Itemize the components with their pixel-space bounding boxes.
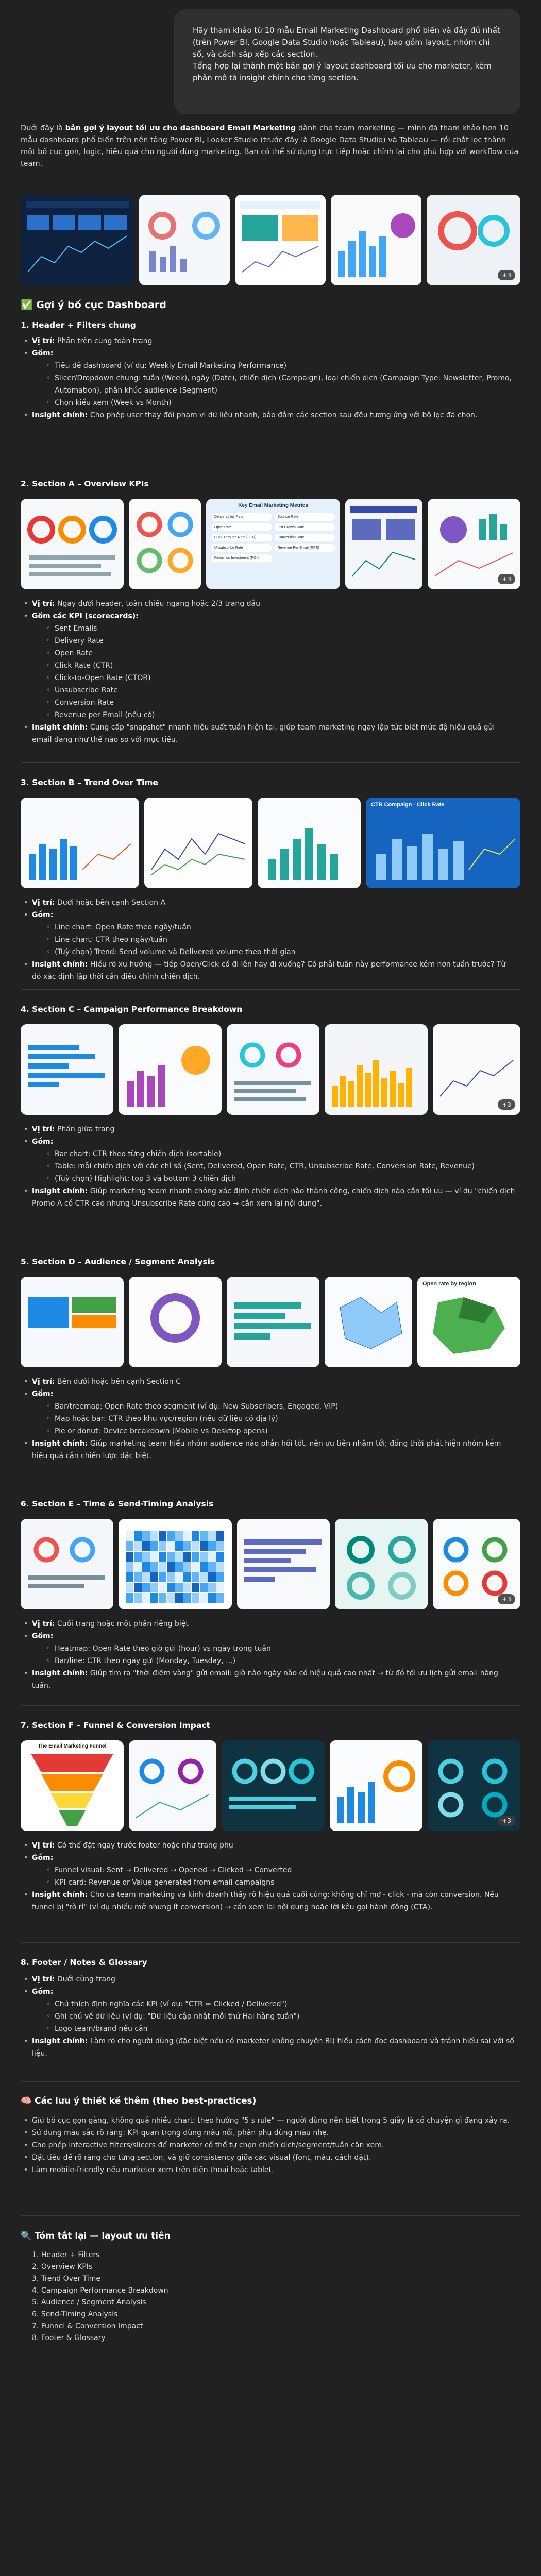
dashboard-thumb[interactable] — [237, 1519, 330, 1609]
heatmap-cell — [167, 1541, 175, 1551]
dashboard-thumb[interactable] — [129, 1277, 222, 1367]
heatmap-cell — [216, 1572, 224, 1582]
thumb-title: Open rate by region — [422, 1281, 476, 1287]
image-gallery-3[interactable] — [21, 798, 520, 888]
heatmap-cell — [167, 1572, 175, 1582]
list-item: 2. Overview KPIs — [32, 2263, 93, 2271]
list-item: ◦ Click Rate (CTR) — [43, 659, 515, 672]
list-item: • Vị trí: Dưới cùng trang — [21, 1973, 515, 1986]
heatmap-cell — [192, 1593, 199, 1603]
user-message-bubble: Hãy tham khảo từ 10 mẫu Email Marketing Dashboard phổ biến và đầy đủ nhất (trên Power BI, Google Data Studio hoặc Tableau), bao gồm layout, nhóm chỉ số, và cách sắp xếp các section. Tổng hợp lại thành một bản gợi ý layout dashboard tối ưu cho marketer, kèm phân mô tả insight chính cho từng section. — [174, 9, 520, 114]
heatmap-cell — [159, 1531, 166, 1541]
dashboard-thumb[interactable] — [335, 1519, 428, 1609]
list-item: 4. Campaign Performance Breakdown — [32, 2286, 168, 2295]
heatmap-cell — [159, 1562, 166, 1572]
list-item: 8. Footer & Glossary — [32, 2334, 106, 2342]
image-gallery-6[interactable] — [21, 1519, 520, 1609]
list-item: ◦ Table: mỗi chiến dịch với các chỉ số (Sent, Delivered, Open Rate, CTR, Unsubscribe Rate, Conversion Rate, Revenue) — [43, 1160, 515, 1173]
heatmap-cell — [126, 1541, 133, 1551]
heatmap-cell — [192, 1572, 199, 1582]
list-item: 7. Funnel & Conversion Impact — [32, 2322, 143, 2330]
list-item: • Gồm: ◦ Line chart: Open Rate theo ngày/tuần ◦ Line chart: CTR theo ngày/tuần ◦ (Tuỳ chọn) Trend: Send volume và Delivered volume theo thời gian — [21, 909, 515, 958]
list-item: • Gồm các KPI (scorecards): ◦ Sent Emails ◦ Delivery Rate ◦ Open Rate ◦ Click Rate (CTR) ◦ Click-to-Open Rate (CTOR) ◦ Unsubscribe Rate ◦ Conversion Rate ◦ Revenue per Email (nếu có) — [21, 610, 515, 721]
thumb-kpi-chip: Deliverability Rate — [211, 513, 272, 521]
ctr-chart-thumb[interactable] — [366, 798, 520, 888]
more-images-badge[interactable]: +3 — [498, 1099, 515, 1110]
heatmap-cell — [175, 1593, 183, 1603]
list-item: ◦ Conversion Rate — [43, 697, 515, 709]
heatmap-cell — [167, 1552, 175, 1562]
heatmap-cell — [150, 1541, 158, 1551]
list-item: ◦ Heatmap: Open Rate theo giờ gửi (hour) vs ngày trong tuần — [43, 1642, 515, 1655]
heatmap-cell — [208, 1593, 216, 1603]
list-item: ◦ Line chart: CTR theo ngày/tuần — [43, 934, 515, 946]
heatmap-cell — [175, 1562, 183, 1572]
list-item: • Vị trí: Bên dưới hoặc bên cạnh Section C — [21, 1376, 515, 1388]
heatmap-cell — [142, 1572, 150, 1582]
dashboard-thumb[interactable] — [222, 1740, 325, 1831]
dashboard-thumb[interactable] — [21, 1024, 113, 1115]
tips-list — [21, 2114, 515, 2176]
heatmap-cell — [126, 1583, 133, 1592]
heatmap-cell — [208, 1541, 216, 1551]
heatmap-cell — [159, 1541, 166, 1551]
list-item: • Insight chính: Giúp marketing team nhanh chóng xác định chiến dịch nào thành công, chiến dịch nào cần tối ưu — ví dụ "chiến dịch Promo A có CTR cao nhưng Unsubscribe Rate cũng cao → cần xem lại nội dung". — [21, 1185, 515, 1210]
list-item: ◦ Pie or donut: Device breakdown (Mobile vs Desktop opens) — [43, 1425, 515, 1437]
heatmap-cell — [142, 1531, 150, 1541]
list-item: • Insight chính: Cho cả team marketing và kinh doanh thấy rõ hiệu quả cuối cùng: không chỉ mở - click - mà còn conversion. Nếu funnel bị "rò rỉ" (ví dụ nhiều mở nhưng ít conversion) → cần xem lại nội dung hoặc lời kêu gọi hành động (CTA). — [21, 1889, 515, 1913]
list-item: ◦ Chọn kiểu xem (Week vs Month) — [43, 397, 515, 409]
dashboard-thumb[interactable] — [21, 798, 139, 888]
heatmap-cell — [167, 1562, 175, 1572]
heatmap-cell — [183, 1541, 191, 1551]
heatmap-cell — [192, 1531, 199, 1541]
heatmap-cell — [150, 1531, 158, 1541]
dashboard-thumb[interactable] — [21, 499, 124, 589]
heatmap-cell — [134, 1541, 142, 1551]
dashboard-thumb[interactable] — [235, 195, 326, 285]
list-item: 6. Send-Timing Analysis — [32, 2310, 118, 2318]
image-gallery-1[interactable] — [21, 195, 520, 285]
heatmap-cell — [192, 1552, 199, 1562]
section-7-list — [21, 1839, 515, 1913]
heatmap-cell — [167, 1583, 175, 1592]
image-gallery-5[interactable] — [21, 1277, 520, 1367]
section-4-list — [21, 1123, 515, 1210]
list-item: • Insight chính: Làm rõ cho người dùng (đặc biệt nếu có marketer không chuyên BI) hiểu cách đọc dashboard và tránh hiểu sai với số liệu. — [21, 2035, 515, 2060]
list-item: ◦ (Tuỳ chọn) Highlight: top 3 và bottom 3 chiến dịch — [43, 1173, 515, 1185]
heatmap-cell — [175, 1572, 183, 1582]
more-images-badge[interactable]: +3 — [498, 1816, 515, 1826]
thumb-kpi-chip: Conversion Rate — [275, 534, 335, 541]
section-3-list — [21, 896, 515, 983]
heatmap-cell — [192, 1541, 199, 1551]
list-item: ◦ Delivery Rate — [43, 635, 515, 647]
list-item: ◦ Slicer/Dropdown chung: tuần (Week), ngày (Date), chiến dịch (Campaign), loại chiến dịch (Campaign Type: Newsletter, Promo, Automation), phân khúc audience (Segment) — [43, 372, 515, 397]
heatmap-cell — [216, 1583, 224, 1592]
heatmap-cell — [134, 1572, 142, 1582]
heatmap-cell — [208, 1572, 216, 1582]
dashboard-thumb[interactable] — [129, 1740, 216, 1831]
heatmap-cell — [126, 1531, 133, 1541]
list-item: ◦ Funnel visual: Sent → Delivered → Opened → Clicked → Converted — [43, 1864, 515, 1876]
heatmap-cell — [175, 1531, 183, 1541]
dashboard-thumb[interactable] — [325, 1024, 428, 1115]
section-heading-5: 5. Section D – Audience / Segment Analysis — [21, 1257, 215, 1266]
dashboard-thumb[interactable] — [227, 1277, 319, 1367]
heatmap-cell — [192, 1583, 199, 1592]
heatmap-cell — [200, 1562, 208, 1572]
dashboard-thumb[interactable] — [119, 1024, 222, 1115]
heatmap-cell — [159, 1583, 166, 1592]
more-images-badge[interactable]: +3 — [498, 1594, 515, 1604]
divider — [21, 989, 520, 990]
section-heading-2: 2. Section A – Overview KPIs — [21, 479, 149, 488]
heatmap-cell — [126, 1572, 133, 1582]
dashboard-thumb[interactable] — [139, 195, 230, 285]
heatmap-cell — [216, 1541, 224, 1551]
dashboard-thumb[interactable] — [21, 1519, 113, 1609]
heatmap-cell — [183, 1583, 191, 1592]
thumb-kpi-chip: Revenue Per Email (RPE) — [275, 544, 335, 552]
heatmap-cell — [150, 1562, 158, 1572]
list-item: • Giữ bố cục gọn gàng, không quá nhiều chart: theo hướng "5 s rule" — người dùng nên biết trong 5 giây là có chuyện gì đang xảy ra. — [21, 2114, 515, 2127]
thumb-kpi-chip: List Growth Rate — [275, 523, 335, 531]
image-gallery-2[interactable] — [21, 499, 520, 589]
heatmap-cell — [134, 1562, 142, 1572]
divider — [21, 2081, 520, 2082]
heatmap-cell — [208, 1562, 216, 1572]
dashboard-thumb[interactable] — [258, 798, 361, 888]
list-item: • Làm mobile-friendly nếu marketer xem trên điện thoại hoặc tablet. — [21, 2164, 515, 2176]
section-heading-8: 8. Footer / Notes & Glossary — [21, 1958, 147, 1967]
heatmap-cell — [159, 1593, 166, 1603]
open-rate-region-thumb[interactable] — [417, 1277, 520, 1367]
kpi-metrics-thumb[interactable] — [206, 499, 340, 589]
heatmap-cell — [134, 1593, 142, 1603]
assistant-intro: Dưới đây là bản gợi ý layout tối ưu cho dashboard Email Marketing dành cho team marketing — mình đã tham khảo hơn 10 mẫu dashboard phổ biến trên nền tảng Power BI, Looker Studio (trước đây là Google Data Studio) và Tableau — rồi chắt lọc thành một bố cục gọn, logic, hiệu quả cho người dùng marketing. Bạn có thể sử dụng trực tiếp hoặc chỉnh lại cho phù hợp với workflow của team. — [21, 124, 519, 168]
heatmap-cell — [216, 1562, 224, 1572]
section-heading-4: 4. Section C – Campaign Performance Breakdown — [21, 1005, 243, 1014]
list-item: 5. Audience / Segment Analysis — [32, 2298, 146, 2307]
heatmap-cell — [142, 1541, 150, 1551]
heatmap-cell — [200, 1552, 208, 1562]
heatmap-cell — [126, 1593, 133, 1603]
thumb-kpi-chip: Return on Investment (ROI) — [211, 554, 272, 562]
heatmap-cell — [142, 1593, 150, 1603]
dashboard-thumb[interactable] — [21, 1277, 124, 1367]
list-item: • Vị trí: Cuối trang hoặc một phần riêng biệt — [21, 1618, 515, 1630]
section-heading-3: 3. Section B – Trend Over Time — [21, 778, 159, 787]
heatmap-cell — [159, 1572, 166, 1582]
list-item: ◦ Chú thích định nghĩa các KPI (ví dụ: "CTR = Clicked / Delivered") — [43, 1998, 515, 2010]
list-item: • Gồm: ◦ Chú thích định nghĩa các KPI (ví dụ: "CTR = Clicked / Delivered") ◦ Ghi chú về dữ liệu (ví dụ: "Dữ liệu cập nhật mỗi thứ Hai hàng tuần") ◦ Logo team/brand nếu cần — [21, 1986, 515, 2035]
list-item: • Gồm: ◦ Bar/treemap: Open Rate theo segment (ví dụ: New Subscribers, Engaged, VIP) ◦ Map hoặc bar: CTR theo khu vực/region (nếu dữ liệu có địa lý) ◦ Pie or donut: Device breakdown (Mobile vs Desktop opens) — [21, 1388, 515, 1437]
heatmap-cell — [216, 1531, 224, 1541]
thumb-kpi-chip: Open Rate — [211, 523, 272, 531]
list-item: • Insight chính: Giúp tìm ra "thời điểm vàng" gửi email: giờ nào ngày nào có hiệu quả cao nhất → từ đó tối ưu lịch gửi email hàng tuần. — [21, 1667, 515, 1692]
list-item: ◦ Line chart: Open Rate theo ngày/tuần — [43, 921, 515, 934]
heatmap-cell — [142, 1583, 150, 1592]
heatmap-cell — [167, 1593, 175, 1603]
dashboard-thumb[interactable] — [428, 1740, 520, 1831]
more-images-badge[interactable]: +3 — [498, 270, 515, 280]
section-1-list — [21, 335, 515, 421]
list-item: ◦ (Tuỳ chọn) Trend: Send volume và Delivered volume theo thời gian — [43, 946, 515, 958]
heatmap-cell — [200, 1531, 208, 1541]
list-item: • Cho phép interactive filters/slicers để marketer có thể tự chọn chiến dịch/segment/tuần cần xem. — [21, 2139, 515, 2151]
list-item: • Gồm: ◦ Funnel visual: Sent → Delivered → Opened → Clicked → Converted ◦ KPI card: Revenue or Value generated from email campaigns — [21, 1852, 515, 1889]
list-item: • Vị trí: Có thể đặt ngay trước footer hoặc như trang phụ — [21, 1839, 515, 1852]
heatmap-cell — [216, 1593, 224, 1603]
section-heading-6: 6. Section E – Time & Send-Timing Analysis — [21, 1499, 214, 1509]
heatmap-cell — [208, 1583, 216, 1592]
dashboard-thumb[interactable] — [330, 1740, 422, 1831]
heatmap-cell — [175, 1541, 183, 1551]
list-item: • Vị trí: Ngay dưới header, toàn chiều ngang hoặc 2/3 trang đầu — [21, 598, 515, 610]
list-item: ◦ Ghi chú về dữ liệu (ví dụ: "Dữ liệu cập nhật mỗi thứ Hai hàng tuần") — [43, 2010, 515, 2023]
heatmap-cell — [200, 1572, 208, 1582]
summary-list — [21, 2249, 515, 2344]
heatmap-cell — [150, 1552, 158, 1562]
more-images-badge[interactable]: +3 — [498, 574, 515, 584]
heatmap-thumb[interactable] — [119, 1519, 232, 1609]
section-heading-7: 7. Section F – Funnel & Conversion Impact — [21, 1721, 210, 1730]
dashboard-thumb[interactable] — [144, 798, 252, 888]
heatmap-cell — [142, 1562, 150, 1572]
thumb-kpi-chip: Bounce Rate — [275, 513, 335, 521]
heatmap-cell — [175, 1583, 183, 1592]
heatmap-cell — [134, 1583, 142, 1592]
list-item: ◦ Click-to-Open Rate (CTOR) — [43, 672, 515, 684]
divider — [21, 1942, 520, 1943]
section-title-layout: ✅ Gợi ý bố cục Dashboard — [21, 299, 166, 311]
divider — [21, 762, 520, 763]
heatmap-cell — [216, 1552, 224, 1562]
thumb-title: CTR Compaign - Click Rate — [371, 802, 445, 808]
image-gallery-4[interactable] — [21, 1024, 520, 1115]
heatmap-cell — [200, 1583, 208, 1592]
list-item: ◦ Sent Emails — [43, 622, 515, 635]
list-item: • Insight chính: Cung cấp "snapshot" nhanh hiệu suất tuần hiện tại, giúp team marketing ngay lập tức biết mức độ hiệu quả gửi email đang như thế nào so với mục tiêu. — [21, 721, 515, 746]
dashboard-thumb[interactable] — [433, 1519, 520, 1609]
dashboard-thumb[interactable] — [331, 195, 421, 285]
dashboard-thumb[interactable] — [433, 1024, 520, 1115]
list-item: ◦ Bar/line: CTR theo ngày gửi (Monday, Tuesday, ...) — [43, 1655, 515, 1667]
heatmap-cell — [200, 1541, 208, 1551]
heatmap-cell — [126, 1562, 133, 1572]
list-item: ◦ Bar/treemap: Open Rate theo segment (ví dụ: New Subscribers, Engaged, VIP) — [43, 1400, 515, 1413]
heatmap-cell — [134, 1531, 142, 1541]
thumb-kpi-chip: Unsubscribe Rate — [211, 544, 272, 552]
image-gallery-7[interactable] — [21, 1740, 520, 1831]
list-item: • Đặt tiêu đề rõ ràng cho từng section, và giữ consistency giữa các visual (font, màu, cách đặt). — [21, 2151, 515, 2164]
heatmap-cell — [159, 1552, 166, 1562]
list-item: • Sử dụng màu sắc rõ ràng: KPI quan trọng dùng màu nổi, phân phụ dùng màu nhẹ. — [21, 2127, 515, 2139]
list-item: ◦ Unsubscribe Rate — [43, 684, 515, 697]
section-5-list — [21, 1376, 515, 1462]
list-item: • Gồm: ◦ Tiêu đề dashboard (ví dụ: Weekly Email Marketing Performance) ◦ Slicer/Dropdown chung: tuần (Week), ngày (Date), chiến dịch (Campaign), loại chiến dịch (Campaign Type: Newsletter, Promo, Automation), phân khúc audience (Segment) ◦ Chọn kiểu xem (Week vs Month) — [21, 347, 515, 409]
heatmap-cell — [192, 1562, 199, 1572]
thumb-kpi-chip: Click-Through Rate (CTR) — [211, 534, 272, 541]
list-item: 3. Trend Over Time — [32, 2275, 100, 2283]
list-item: ◦ Revenue per Email (nếu có) — [43, 709, 515, 721]
divider — [21, 1705, 520, 1706]
heatmap-cell — [126, 1552, 133, 1562]
dashboard-thumb[interactable] — [428, 499, 520, 589]
list-item: ◦ Logo team/brand nếu cần — [43, 2023, 515, 2035]
section-8-list — [21, 1973, 515, 2060]
dashboard-thumb[interactable] — [21, 195, 134, 285]
section-6-list — [21, 1618, 515, 1692]
heatmap-cell — [134, 1552, 142, 1562]
heatmap-cell — [150, 1572, 158, 1582]
thumb-title: Key Email Marketing Metrics — [238, 503, 308, 509]
dashboard-thumb[interactable] — [325, 1277, 412, 1367]
dashboard-thumb[interactable] — [129, 499, 201, 589]
list-item: ◦ KPI card: Revenue or Value generated from email campaigns — [43, 1876, 515, 1889]
heatmap-cell — [183, 1593, 191, 1603]
tips-heading: 🧠 Các lưu ý thiết kế thêm (theo best-practices) — [21, 2096, 257, 2106]
funnel-thumb[interactable] — [21, 1740, 124, 1831]
heatmap-cell — [183, 1562, 191, 1572]
section-heading-1: 1. Header + Filters chung — [21, 320, 136, 330]
list-item: • Gồm: ◦ Heatmap: Open Rate theo giờ gửi (hour) vs ngày trong tuần ◦ Bar/line: CTR theo ngày gửi (Monday, Tuesday, ...) — [21, 1630, 515, 1667]
list-item: • Insight chính: Cho phép user thay đổi phạm vi dữ liệu nhanh, bảo đảm các section sau đều tương ứng với bộ lọc đã chọn. — [21, 409, 515, 421]
list-item: • Vị trí: Phần trên cùng toàn trang — [21, 335, 515, 347]
heatmap-cell — [150, 1593, 158, 1603]
heatmap-cell — [208, 1552, 216, 1562]
section-2-list — [21, 598, 515, 746]
list-item: • Gồm: ◦ Bar chart: CTR theo từng chiến dịch (sortable) ◦ Table: mỗi chiến dịch với các chỉ số (Sent, Delivered, Open Rate, CTR, Unsubscribe Rate, Conversion Rate, Revenue) ◦ (Tuỳ chọn) Highlight: top 3 và bottom 3 chiến dịch — [21, 1136, 515, 1185]
heatmap-cell — [200, 1593, 208, 1603]
list-item: ◦ Map hoặc bar: CTR theo khu vực/region (nếu dữ liệu có địa lý) — [43, 1413, 515, 1425]
heatmap-cell — [150, 1583, 158, 1592]
dashboard-thumb[interactable] — [227, 1024, 319, 1115]
list-item: 1. Header + Filters — [32, 2251, 100, 2259]
dashboard-thumb[interactable] — [427, 195, 520, 285]
thumb-title: The Email Marketing Funnel — [38, 1743, 107, 1749]
divider — [21, 2215, 520, 2216]
list-item: ◦ Bar chart: CTR theo từng chiến dịch (sortable) — [43, 1148, 515, 1160]
list-item: ◦ Open Rate — [43, 647, 515, 659]
heatmap-cell — [183, 1531, 191, 1541]
list-item: • Insight chính: Hiểu rõ xu hướng — tiếp Open/Click có đi lên hay đi xuống? Có phải tuần này performance kém hơn tuần trước? Từ đó xác định lập thời cần điều chỉnh chiến dịch. — [21, 958, 515, 983]
list-item: ◦ Tiêu đề dashboard (ví dụ: Weekly Email Marketing Performance) — [43, 360, 515, 372]
heatmap-cell — [208, 1531, 216, 1541]
dashboard-thumb[interactable] — [345, 499, 422, 589]
list-item: • Vị trí: Phần giữa trang — [21, 1123, 515, 1136]
summary-heading: 🔍 Tóm tắt lại — layout ưu tiên — [21, 2231, 171, 2241]
heatmap-cell — [183, 1572, 191, 1582]
heatmap-cell — [142, 1552, 150, 1562]
list-item: • Insight chính: Giúp marketing team hiểu nhóm audience nào phản hồi tốt, nên ưu tiên nhắm tới; đồng thời phát hiện nhóm kém hiệu quả cần chiến lược đặc biệt. — [21, 1437, 515, 1462]
list-item: • Vị trí: Dưới hoặc bên cạnh Section A — [21, 896, 515, 909]
heatmap-cell — [175, 1552, 183, 1562]
heatmap-cell — [183, 1552, 191, 1562]
heatmap-cell — [167, 1531, 175, 1541]
